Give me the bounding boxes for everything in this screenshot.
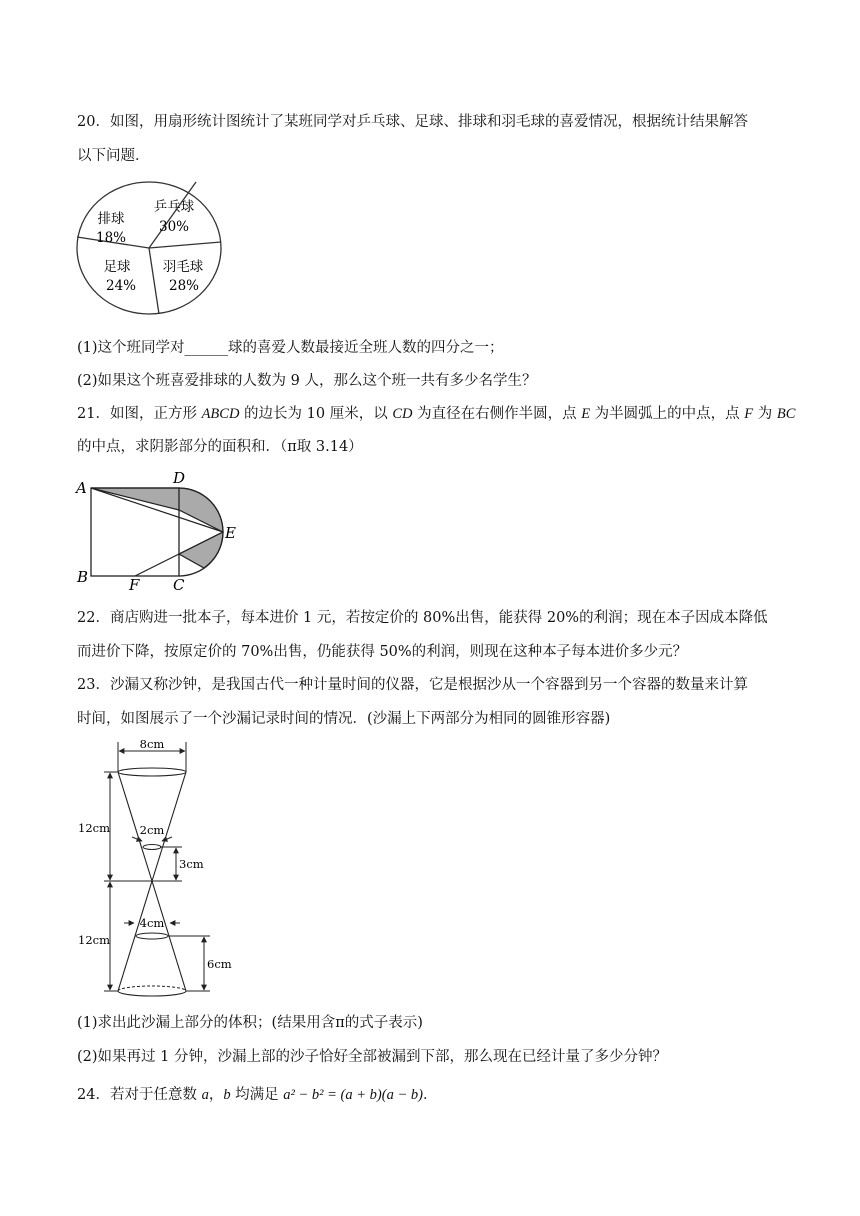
q21-line2: 的中点，求阴影部分的面积和．（π取 3.14）	[77, 439, 363, 455]
slice-label-football: 足球	[103, 259, 131, 275]
answer-blank[interactable]: ______	[184, 340, 229, 356]
square-semicircle-figure	[74, 466, 249, 594]
q23-line1: 23．沙漏又称沙钟，是我国古代一种计量时间的仪器，它是根据沙从一个容器到另一个容器的数量来计算	[77, 677, 748, 693]
pie-divider-top	[149, 182, 196, 248]
slice-pct-pingpong: 30%	[158, 219, 190, 235]
lower-sand-surface	[136, 933, 168, 939]
dim-h-top-label: 12cm	[78, 821, 110, 835]
dim-top-label: 8cm	[139, 738, 165, 751]
top-rim	[118, 768, 186, 776]
label-A: A	[76, 479, 87, 497]
q23-sub2: (2)如果再过 1 分钟，沙漏上部的沙子恰好全部被漏到下部，那么现在已经计量了多少分钟？	[77, 1049, 667, 1065]
upper-sand-surface	[143, 845, 161, 850]
slice-label-pingpong: 乒乓球	[153, 199, 195, 215]
q20-line1: 20．如图，用扇形统计图统计了某班同学对乒乓球、足球、排球和羽毛球的喜爱情况，根据统计结果解答	[77, 114, 748, 130]
label-B: B	[77, 568, 89, 586]
label-E: E	[225, 524, 236, 542]
dim-sand-label: 6cm	[207, 957, 232, 971]
dim-mid-bot-label: 4cm	[139, 916, 165, 930]
q24-line: 24．若对于任意数 a，b 均满足 a² − b² = (a + b)(a − b)．	[77, 1087, 438, 1103]
label-C: C	[173, 576, 185, 594]
slice-pct-badminton: 28%	[168, 278, 200, 294]
slice-pct-football: 24%	[105, 278, 137, 294]
pie-divider-right	[149, 242, 221, 248]
dim-mid-top-label: 2cm	[139, 823, 165, 837]
q20-line2: 以下问题．	[77, 148, 150, 164]
slice-label-volleyball: 排球	[97, 211, 125, 227]
shaded-region-bottom	[179, 532, 223, 568]
q22-line1: 22．商店购进一批本子，每本进价 1 元，若按定价的 80%出售，能获得 20%的利润；现在本子因成本降低	[77, 610, 768, 626]
hourglass-figure	[72, 738, 232, 1000]
pie-chart	[74, 178, 228, 318]
pie-divider-bottom	[149, 248, 159, 314]
dim-h-bot-label: 12cm	[78, 933, 110, 947]
q22-line2: 而进价下降，按原定价的 70%出售，仍能获得 50%的利润，则现在这种本子每本进价多少元？	[77, 644, 688, 660]
q24-formula: a² − b² = (a + b)(a − b)	[283, 1087, 423, 1103]
label-D: D	[173, 469, 186, 487]
q21-line1: 21．如图，正方形 ABCD 的边长为 10 厘米，以 CD 为直径在右侧作半圆，点 E 为半圆弧上的中点，点 F 为 BC	[77, 406, 796, 422]
q23-line2: 时间，如图展示了一个沙漏记录时间的情况．(沙漏上下两部分为相同的圆锥形容器)	[77, 711, 611, 727]
dim-gap-label: 3cm	[179, 857, 204, 871]
bottom-rim-back	[118, 986, 186, 991]
slice-pct-volleyball: 18%	[95, 230, 127, 246]
slice-label-badminton: 羽毛球	[162, 259, 204, 275]
bottom-rim-front	[118, 991, 186, 996]
q20-sub1: (1)这个班同学对______球的喜爱人数最接近全班人数的四分之一；	[77, 340, 504, 356]
q20-sub2: (2)如果这个班喜爱排球的人数为 9 人，那么这个班一共有多少名学生？	[77, 373, 537, 389]
label-F: F	[129, 576, 140, 594]
q23-sub1: (1)求出此沙漏上部分的体积；(结果用含π的式子表示)	[77, 1015, 423, 1031]
